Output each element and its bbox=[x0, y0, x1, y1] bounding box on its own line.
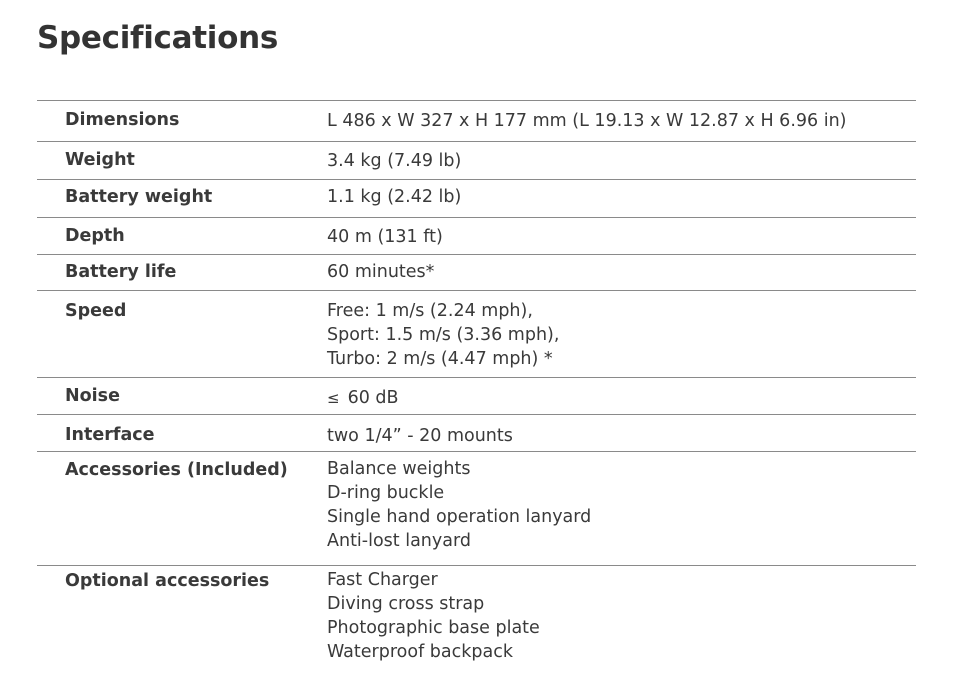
spec-row-battery-weight bbox=[37, 180, 916, 218]
spec-value-line bbox=[327, 386, 399, 410]
spec-value-line: Fast Charger bbox=[327, 570, 438, 590]
spec-value-line: Waterproof backpack bbox=[327, 642, 513, 662]
spec-label: Interface bbox=[65, 425, 155, 445]
spec-value bbox=[327, 109, 847, 133]
spec-value bbox=[327, 185, 461, 209]
spec-value bbox=[327, 299, 559, 371]
spec-row-battery-life bbox=[37, 255, 916, 291]
spec-label: Optional accessories bbox=[65, 571, 270, 591]
spec-value bbox=[327, 386, 399, 410]
spec-value-line: 60 minutes* bbox=[327, 262, 435, 282]
spec-value-line: two 1/4” - 20 mounts bbox=[327, 426, 513, 446]
spec-value-line: 3.4 kg (7.49 lb) bbox=[327, 151, 462, 171]
page-title: Specifications bbox=[37, 20, 279, 56]
spec-value-line: Anti-lost lanyard bbox=[327, 531, 471, 551]
spec-value-line: D-ring buckle bbox=[327, 483, 445, 503]
spec-value-line: Free: 1 m/s (2.24 mph), bbox=[327, 301, 533, 321]
spec-value-text: 60 dB bbox=[347, 388, 399, 408]
spec-value-line: 1.1 kg (2.42 lb) bbox=[327, 187, 462, 207]
spec-value-line: L 486 x W 327 x H 177 mm (L 19.13 x W 12.87 x H 6.96 in) bbox=[327, 111, 847, 131]
spec-value bbox=[327, 260, 434, 284]
spec-row-accessories-included bbox=[37, 452, 916, 566]
specifications-table bbox=[37, 100, 916, 670]
spec-row-interface bbox=[37, 415, 916, 452]
spec-value bbox=[327, 424, 513, 448]
spec-row-optional-accessories bbox=[37, 566, 916, 670]
spec-label: Battery weight bbox=[65, 187, 213, 207]
spec-label: Depth bbox=[65, 226, 125, 246]
spec-label: Battery life bbox=[65, 262, 177, 282]
spec-label: Accessories (Included) bbox=[65, 460, 288, 480]
spec-value-line: Single hand operation lanyard bbox=[327, 507, 592, 527]
spec-value-line: Balance weights bbox=[327, 459, 471, 479]
spec-value bbox=[327, 457, 591, 553]
spec-value bbox=[327, 568, 540, 664]
spec-row-speed bbox=[37, 291, 916, 378]
spec-label: Dimensions bbox=[65, 110, 180, 130]
spec-label: Noise bbox=[65, 386, 120, 406]
spec-value bbox=[327, 149, 461, 173]
spec-value-line: Sport: 1.5 m/s (3.36 mph), bbox=[327, 325, 560, 345]
spec-label: Weight bbox=[65, 150, 135, 170]
less-than-or-equal-icon: ≤ bbox=[327, 389, 340, 407]
spec-value-line: Photographic base plate bbox=[327, 618, 540, 638]
spec-row-weight bbox=[37, 142, 916, 180]
spec-row-dimensions bbox=[37, 101, 916, 142]
spec-row-depth bbox=[37, 218, 916, 255]
spec-value-line: 40 m (131 ft) bbox=[327, 227, 443, 247]
spec-label: Speed bbox=[65, 301, 127, 321]
spec-row-noise bbox=[37, 378, 916, 415]
spec-value bbox=[327, 225, 443, 249]
spec-value-line: Diving cross strap bbox=[327, 594, 485, 614]
spec-value-line: Turbo: 2 m/s (4.47 mph) * bbox=[327, 349, 553, 369]
